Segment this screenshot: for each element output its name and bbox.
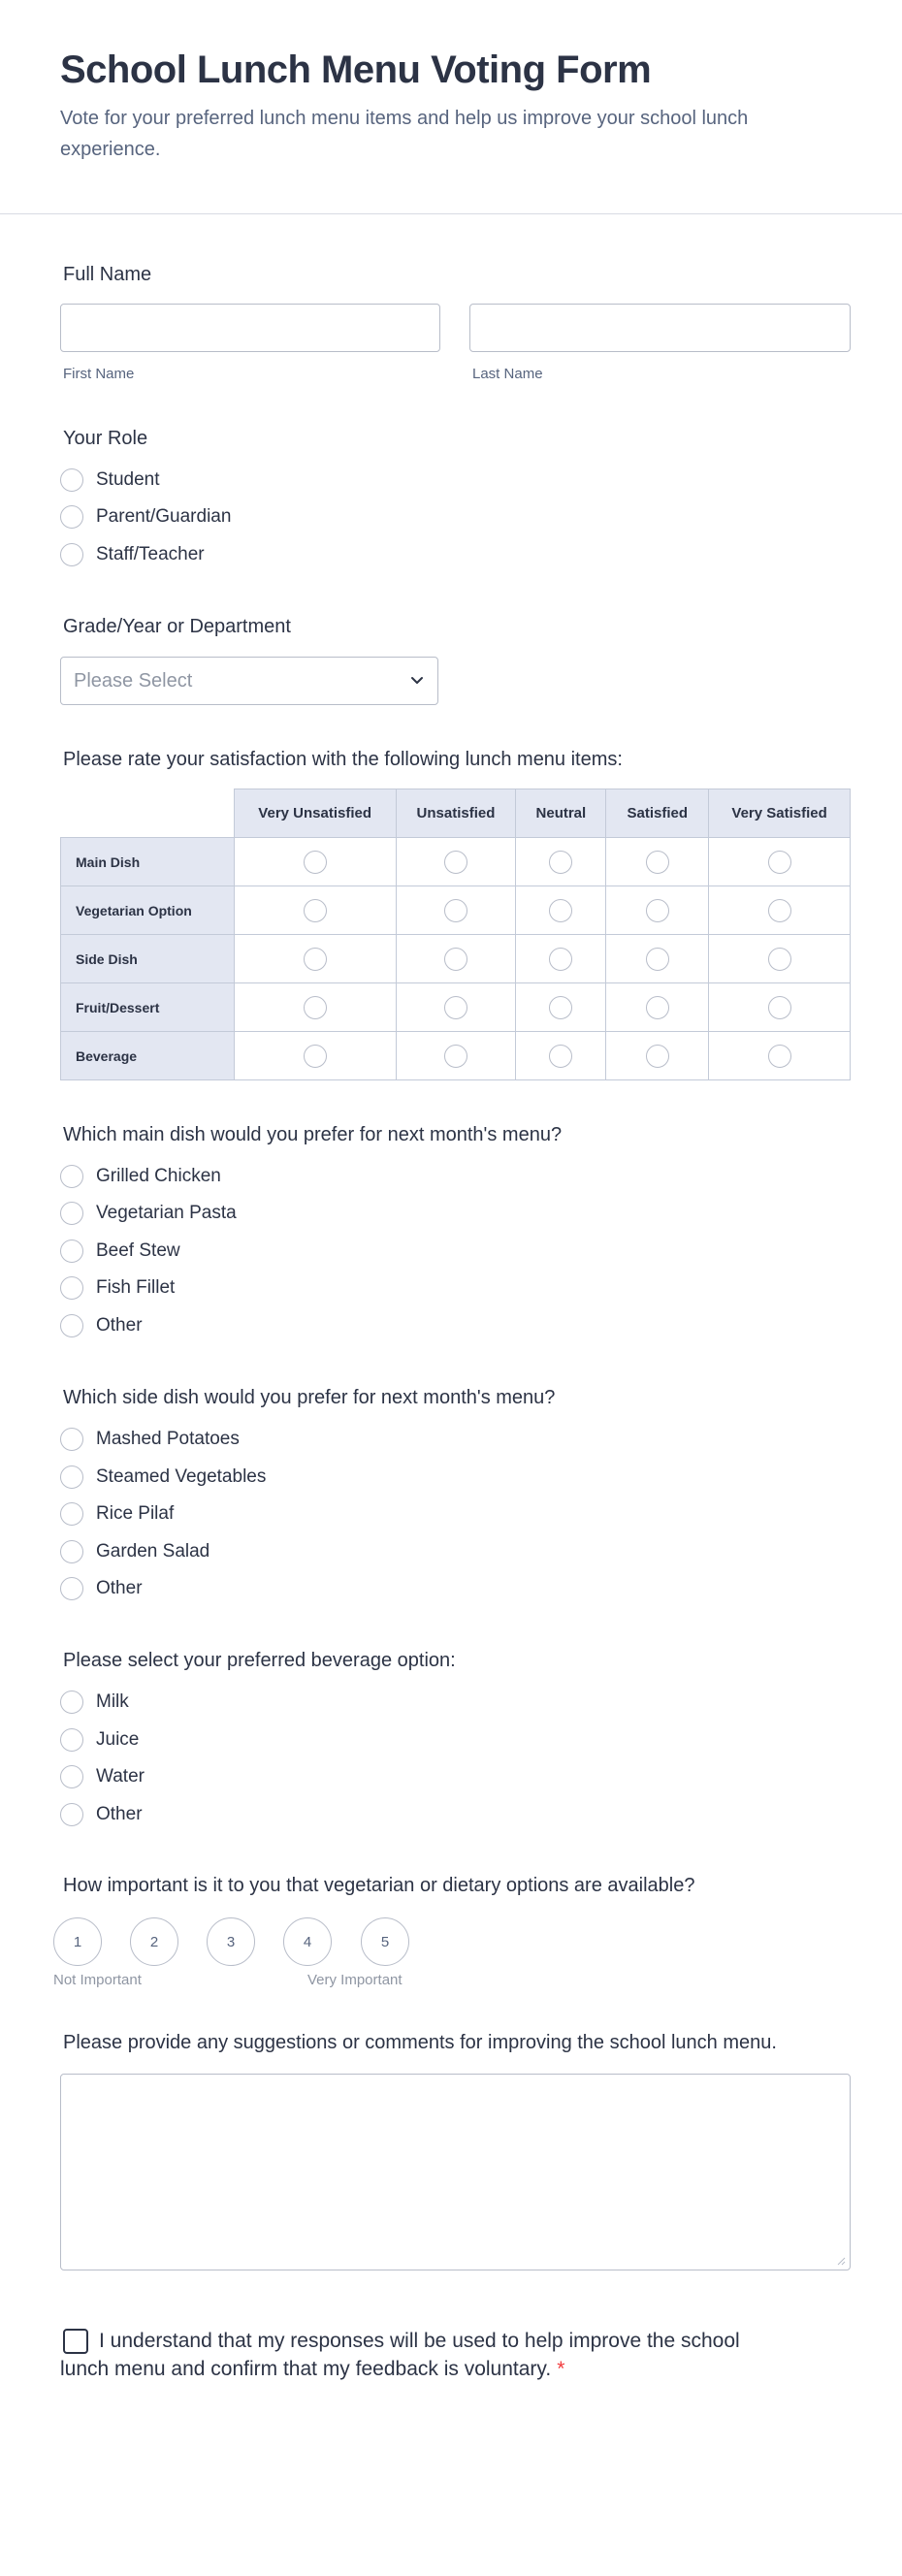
matrix-row-label: Vegetarian Option: [61, 886, 235, 935]
radio-label: Student: [96, 469, 160, 490]
main-dish-option[interactable]: [60, 1164, 221, 1189]
consent-label: I understand that my responses will be used to help improve the school lunch menu and confirm that my feedback is voluntary.: [60, 2330, 740, 2380]
radio-button[interactable]: [646, 996, 669, 1019]
matrix-cell[interactable]: [709, 838, 851, 886]
consent-text: [60, 2327, 778, 2383]
radio-button[interactable]: [60, 1465, 83, 1489]
radio-label: Water: [96, 1766, 145, 1787]
matrix-cell[interactable]: [606, 983, 709, 1032]
radio-button[interactable]: [549, 851, 572, 874]
radio-label: Beef Stew: [96, 1240, 180, 1261]
radio-button[interactable]: [304, 1045, 327, 1068]
form-subtitle: Vote for your preferred lunch menu items and help us improve your school lunch experience.: [60, 108, 749, 160]
matrix-row-beverage: [61, 1032, 851, 1080]
radio-button[interactable]: [60, 1728, 83, 1752]
radio-button[interactable]: [60, 1502, 83, 1526]
matrix-cell[interactable]: [234, 935, 396, 983]
radio-label: Other: [96, 1804, 143, 1824]
radio-button[interactable]: [646, 899, 669, 922]
main-dish-option[interactable]: [60, 1201, 237, 1226]
radio-button[interactable]: [60, 1314, 83, 1337]
beverage-option[interactable]: [60, 1690, 129, 1715]
grade-select[interactable]: [60, 657, 438, 705]
beverage-option[interactable]: [60, 1727, 139, 1753]
radio-label: Fish Fillet: [96, 1277, 176, 1298]
matrix-cell[interactable]: [234, 983, 396, 1032]
radio-button[interactable]: [444, 948, 467, 971]
radio-button[interactable]: [444, 851, 467, 874]
radio-label: Other: [96, 1578, 143, 1598]
matrix-row-main-dish: [61, 838, 851, 886]
radio-button[interactable]: [304, 851, 327, 874]
radio-label: Vegetarian Pasta: [96, 1203, 237, 1223]
matrix-cell[interactable]: [709, 886, 851, 935]
matrix-row-vegetarian-option: [61, 886, 851, 935]
matrix-cell[interactable]: [606, 886, 709, 935]
scale-option-5[interactable]: 5: [361, 1917, 409, 1966]
radio-button[interactable]: [444, 1045, 467, 1068]
radio-button[interactable]: [304, 948, 327, 971]
chevron-down-icon: [408, 671, 426, 689]
main-dish-option[interactable]: [60, 1239, 180, 1264]
radio-label: Staff/Teacher: [96, 544, 205, 564]
radio-label: Mashed Potatoes: [96, 1429, 240, 1449]
role-option-student[interactable]: [60, 467, 160, 493]
main-dish-option[interactable]: [60, 1313, 143, 1338]
matrix-header-row: [61, 789, 851, 838]
radio-button[interactable]: [444, 996, 467, 1019]
matrix-row-fruit-dessert: [61, 983, 851, 1032]
radio-button[interactable]: [60, 1540, 83, 1563]
matrix-row-label: Fruit/Dessert: [61, 983, 235, 1032]
select-placeholder: Please Select: [74, 670, 193, 692]
main-dish-option[interactable]: [60, 1275, 175, 1301]
satisfaction-matrix: [60, 789, 851, 1080]
side-dish-option[interactable]: [60, 1501, 174, 1527]
side-dish-label: Which side dish would you prefer for next month's menu?: [63, 1387, 556, 1408]
radio-button[interactable]: [304, 996, 327, 1019]
radio-label: Other: [96, 1315, 143, 1336]
side-dish-option[interactable]: [60, 1465, 266, 1490]
radio-button[interactable]: [549, 996, 572, 1019]
scale-min-caption: Not Important: [53, 1972, 142, 1988]
radio-button[interactable]: [768, 996, 791, 1019]
matrix-cell[interactable]: [516, 1032, 606, 1080]
radio-label: Juice: [96, 1729, 140, 1750]
matrix-cell[interactable]: [396, 1032, 516, 1080]
role-option-parent[interactable]: [60, 504, 231, 530]
radio-button[interactable]: [768, 1045, 791, 1068]
matrix-row-label: Side Dish: [61, 935, 235, 983]
radio-button[interactable]: [768, 899, 791, 922]
radio-button[interactable]: [768, 851, 791, 874]
main-dish-label: Which main dish would you prefer for next month's menu?: [63, 1124, 563, 1145]
importance-label: How important is it to you that vegetarian or dietary options are available?: [63, 1875, 695, 1896]
matrix-cell[interactable]: [606, 1032, 709, 1080]
beverage-option[interactable]: [60, 1764, 145, 1789]
radio-button[interactable]: [60, 1803, 83, 1826]
role-option-staff[interactable]: [60, 542, 205, 567]
radio-label: Parent/Guardian: [96, 506, 232, 527]
side-dish-option[interactable]: [60, 1427, 240, 1452]
radio-button[interactable]: [60, 1765, 83, 1788]
matrix-cell[interactable]: [396, 983, 516, 1032]
matrix-column-header: Satisfied: [606, 789, 709, 838]
radio-button[interactable]: [646, 948, 669, 971]
matrix-column-header: Very Satisfied: [709, 789, 851, 838]
first-name-sublabel: First Name: [63, 366, 135, 382]
required-asterisk: *: [557, 2358, 565, 2380]
matrix-cell[interactable]: [606, 838, 709, 886]
radio-button[interactable]: [60, 468, 83, 492]
radio-label: Steamed Vegetables: [96, 1466, 267, 1487]
radio-button[interactable]: [549, 1045, 572, 1068]
scale-option-3[interactable]: 3: [207, 1917, 255, 1966]
matrix-cell[interactable]: [709, 935, 851, 983]
last-name-input[interactable]: [469, 304, 851, 352]
radio-label: Garden Salad: [96, 1541, 210, 1562]
resize-grip-icon[interactable]: [836, 2256, 846, 2266]
beverage-label: Please select your preferred beverage option:: [63, 1650, 456, 1671]
suggestions-textarea[interactable]: [60, 2074, 851, 2270]
scale-option-2[interactable]: 2: [130, 1917, 178, 1966]
scale-option-4[interactable]: 4: [283, 1917, 332, 1966]
side-dish-option[interactable]: [60, 1576, 143, 1601]
radio-button[interactable]: [60, 1165, 83, 1188]
radio-button[interactable]: [60, 543, 83, 566]
matrix-cell[interactable]: [709, 1032, 851, 1080]
scale-option-1[interactable]: 1: [53, 1917, 102, 1966]
radio-button[interactable]: [444, 899, 467, 922]
radio-button[interactable]: [549, 899, 572, 922]
radio-button[interactable]: [60, 1577, 83, 1600]
radio-button[interactable]: [646, 1045, 669, 1068]
radio-button[interactable]: [60, 1240, 83, 1263]
radio-label: Grilled Chicken: [96, 1166, 221, 1186]
matrix-cell[interactable]: [516, 983, 606, 1032]
radio-button[interactable]: [60, 1690, 83, 1714]
matrix-column-header: Neutral: [516, 789, 606, 838]
matrix-column-header: Unsatisfied: [396, 789, 516, 838]
suggestions-label: Please provide any suggestions or comments for improving the school lunch menu.: [63, 2032, 777, 2053]
radio-button[interactable]: [549, 948, 572, 971]
radio-button[interactable]: [304, 899, 327, 922]
form-header: [0, 0, 902, 214]
radio-button[interactable]: [60, 1428, 83, 1451]
matrix-cell[interactable]: [396, 838, 516, 886]
matrix-cell[interactable]: [234, 886, 396, 935]
matrix-cell[interactable]: [516, 886, 606, 935]
full-name-label: Full Name: [63, 264, 152, 285]
role-label: Your Role: [63, 428, 148, 449]
radio-button[interactable]: [646, 851, 669, 874]
matrix-cell[interactable]: [234, 1032, 396, 1080]
satisfaction-label: Please rate your satisfaction with the following lunch menu items:: [63, 749, 623, 770]
matrix-cell[interactable]: [396, 886, 516, 935]
radio-label: Milk: [96, 1691, 129, 1712]
matrix-cell[interactable]: [234, 838, 396, 886]
matrix-cell[interactable]: [606, 935, 709, 983]
matrix-cell[interactable]: [516, 935, 606, 983]
matrix-corner: [61, 789, 235, 838]
matrix-row-label: Main Dish: [61, 838, 235, 886]
first-name-input[interactable]: [60, 304, 440, 352]
matrix-row-side-dish: [61, 935, 851, 983]
radio-button[interactable]: [60, 1276, 83, 1300]
radio-button[interactable]: [60, 505, 83, 529]
matrix-cell[interactable]: [396, 935, 516, 983]
form-title: School Lunch Menu Voting Form: [60, 48, 652, 91]
matrix-column-header: Very Unsatisfied: [234, 789, 396, 838]
matrix-cell[interactable]: [516, 838, 606, 886]
radio-button[interactable]: [60, 1202, 83, 1225]
scale-max-caption: Very Important: [307, 1972, 403, 1988]
side-dish-option[interactable]: [60, 1539, 209, 1564]
matrix-cell[interactable]: [709, 983, 851, 1032]
beverage-option[interactable]: [60, 1802, 143, 1827]
radio-label: Rice Pilaf: [96, 1503, 175, 1524]
radio-button[interactable]: [768, 948, 791, 971]
matrix-row-label: Beverage: [61, 1032, 235, 1080]
grade-label: Grade/Year or Department: [63, 616, 291, 637]
last-name-sublabel: Last Name: [472, 366, 543, 382]
